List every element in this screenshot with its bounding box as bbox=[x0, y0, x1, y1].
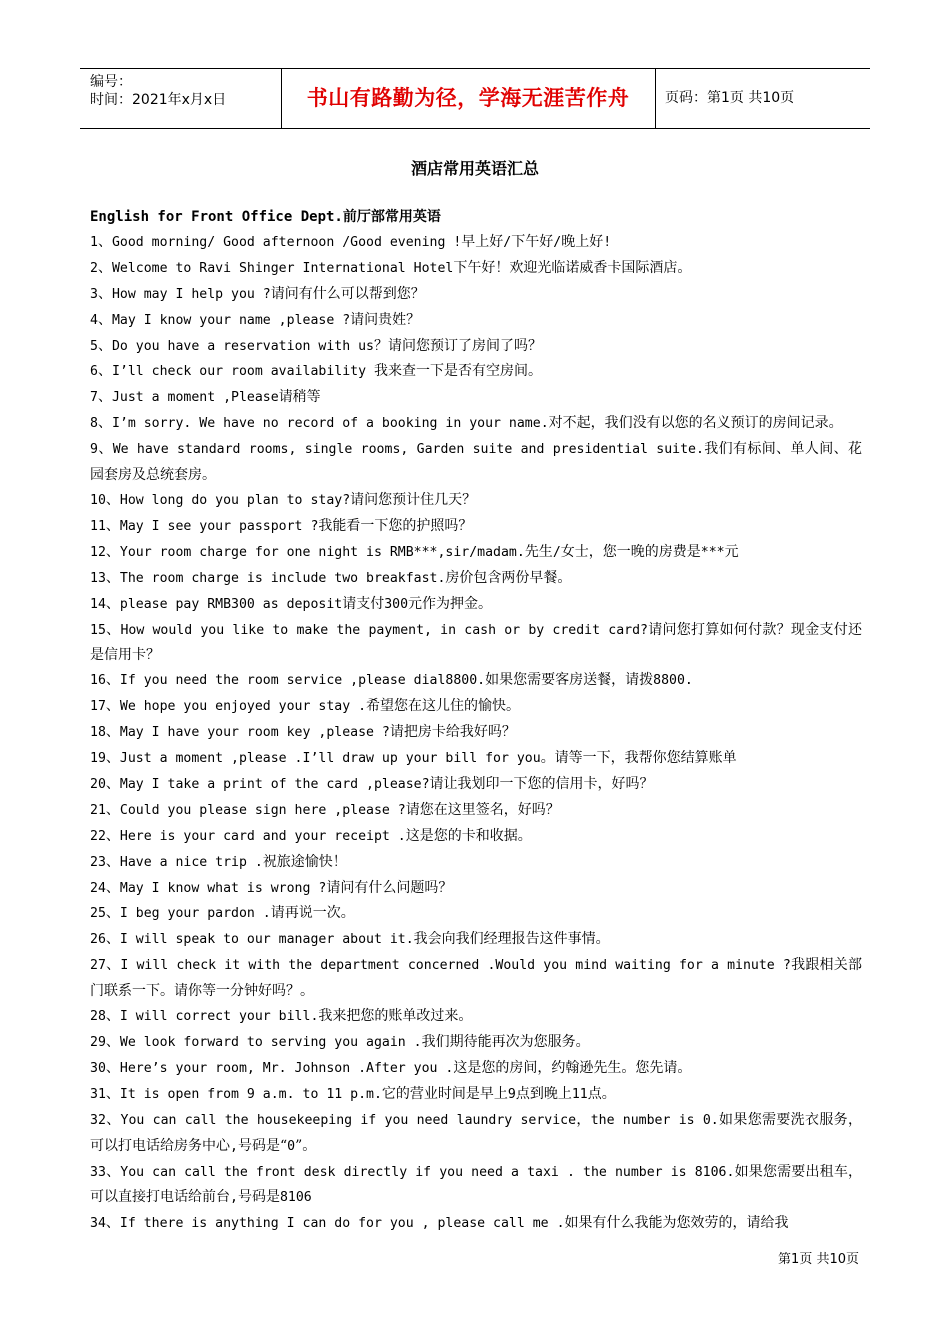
phrase-line: 10、How long do you plan to stay?请问您预计住几天？ bbox=[90, 491, 477, 508]
phrase-list bbox=[90, 230, 862, 1237]
phrase-line: 29、We look forward to serving you again .我们期待能再次为您服务。 bbox=[90, 1034, 590, 1050]
section-heading: English for Front Office Dept.前厅部常用英语 bbox=[90, 209, 441, 225]
phrase-line: 7、Just a moment ,Please请稍等 bbox=[90, 389, 321, 406]
page-footer: 第1页 共10页 bbox=[778, 1252, 859, 1267]
phrase-line: 17、We hope you enjoyed your stay .希望您在这儿住的愉快。 bbox=[90, 698, 521, 715]
phrase-line: 18、May I have your room key ,please ?请把房卡给我好吗？ bbox=[90, 724, 516, 741]
phrase-line: 25、I beg your pardon .请再说一次。 bbox=[90, 905, 355, 922]
phrase-line: 14、please pay RMB300 as deposit请支付300元作为押金。 bbox=[90, 595, 493, 612]
phrase-line: 12、Your room charge for one night is RMB***,sir/madam.先生/女士，您一晚的房费是***元 bbox=[90, 543, 739, 560]
phrase-line: 32、You can call the housekeeping if you need laundry service，the number is 0.如果您需要洗衣服务，可以打电话给房务中心,号码是“0”。 bbox=[90, 1111, 862, 1154]
phrase-line: 23、Have a nice trip .祝旅途愉快！ bbox=[90, 853, 347, 870]
time-label: 时间：2021年x月x日 bbox=[90, 92, 227, 108]
phrase-line: 1、Good morning/ Good afternoon /Good evening !早上好/下午好/晚上好! bbox=[90, 233, 612, 250]
phrase-line: 31、It is open from 9 a.m. to 11 p.m.它的营业时间是早上9点到晚上11点。 bbox=[90, 1085, 616, 1102]
document-title: 酒店常用英语汇总 bbox=[410, 159, 539, 178]
header-page-info: 页码：第1页 共10页 bbox=[665, 90, 795, 106]
phrase-line: 15、How would you like to make the payment, in cash or by credit card?请问您打算如何付款？现金支付还是信用卡？ bbox=[90, 621, 863, 664]
phrase-line: 20、May I take a print of the card ,please?请让我划印一下您的信用卡，好吗？ bbox=[90, 775, 654, 792]
phrase-line: 11、May I see your passport ?我能看一下您的护照吗？ bbox=[90, 517, 473, 534]
phrase-line: 34、If there is anything I can do for you , please call me .如果有什么我能为您效劳的，请给我 bbox=[90, 1215, 789, 1232]
serial-label: 编号： bbox=[90, 74, 132, 90]
phrase-line: 8、I’m sorry. We have no record of a booking in your name.对不起，我们没有以您的名义预订的房间记录。 bbox=[90, 415, 843, 432]
page-header bbox=[80, 68, 870, 129]
phrase-line: 21、Could you please sign here ,please ?请您在这里签名，好吗？ bbox=[90, 801, 560, 818]
header-motto: 书山有路勤为径，学海无涯苦作舟 bbox=[306, 86, 630, 110]
phrase-line: 9、We have standard rooms, single rooms, Garden suite and presidential suite.我们有标间、单人间、花园套房及总统套房。 bbox=[90, 441, 863, 484]
phrase-line: 5、Do you have a reservation with us？请问您预订了房间了吗？ bbox=[90, 337, 542, 354]
phrase-line: 3、How may I help you ?请问有什么可以帮到您？ bbox=[90, 285, 425, 302]
phrase-line: 6、I’ll check our room availability 我来查一下是否有空房间。 bbox=[90, 363, 542, 380]
phrase-line: 4、May I know your name ,please ?请问贵姓？ bbox=[90, 311, 421, 328]
phrase-line: 33、You can call the front desk directly if you need a taxi . the number is 8106.如果您需要出租车，可以直接打电话给前台,号码是8106 bbox=[90, 1163, 863, 1206]
phrase-line: 19、Just a moment ,please .I’ll draw up your bill for you。请等一下，我帮你您结算账单 bbox=[90, 750, 737, 767]
phrase-line: 24、May I know what is wrong ?请问有什么问题吗？ bbox=[90, 879, 453, 896]
phrase-line: 27、I will check it with the department concerned .Would you mind waiting for a minute ?我跟相关部门联系一下。请你等一分钟好吗？。 bbox=[90, 957, 863, 1000]
phrase-line: 16、If you need the room service ,please dial8800.如果您需要客房送餐，请拨8800. bbox=[90, 672, 693, 689]
phrase-line: 28、I will correct your bill.我来把您的账单改过来。 bbox=[90, 1008, 473, 1025]
phrase-line: 13、The room charge is include two breakfast.房价包含两份早餐。 bbox=[90, 569, 572, 586]
document-body bbox=[90, 205, 862, 1237]
phrase-line: 22、Here is your card and your receipt .这是您的卡和收据。 bbox=[90, 827, 532, 844]
phrase-line: 2、Welcome to Ravi Shinger International Hotel下午好！欢迎光临诺威香卡国际酒店。 bbox=[90, 259, 692, 276]
phrase-line: 30、Here’s your room, Mr. Johnson .After you .这是您的房间，约翰逊先生。您先请。 bbox=[90, 1059, 692, 1076]
header-divider-right bbox=[655, 69, 656, 128]
header-meta bbox=[90, 73, 280, 109]
phrase-line: 26、I will speak to our manager about it.我会向我们经理报告这件事情。 bbox=[90, 931, 610, 948]
